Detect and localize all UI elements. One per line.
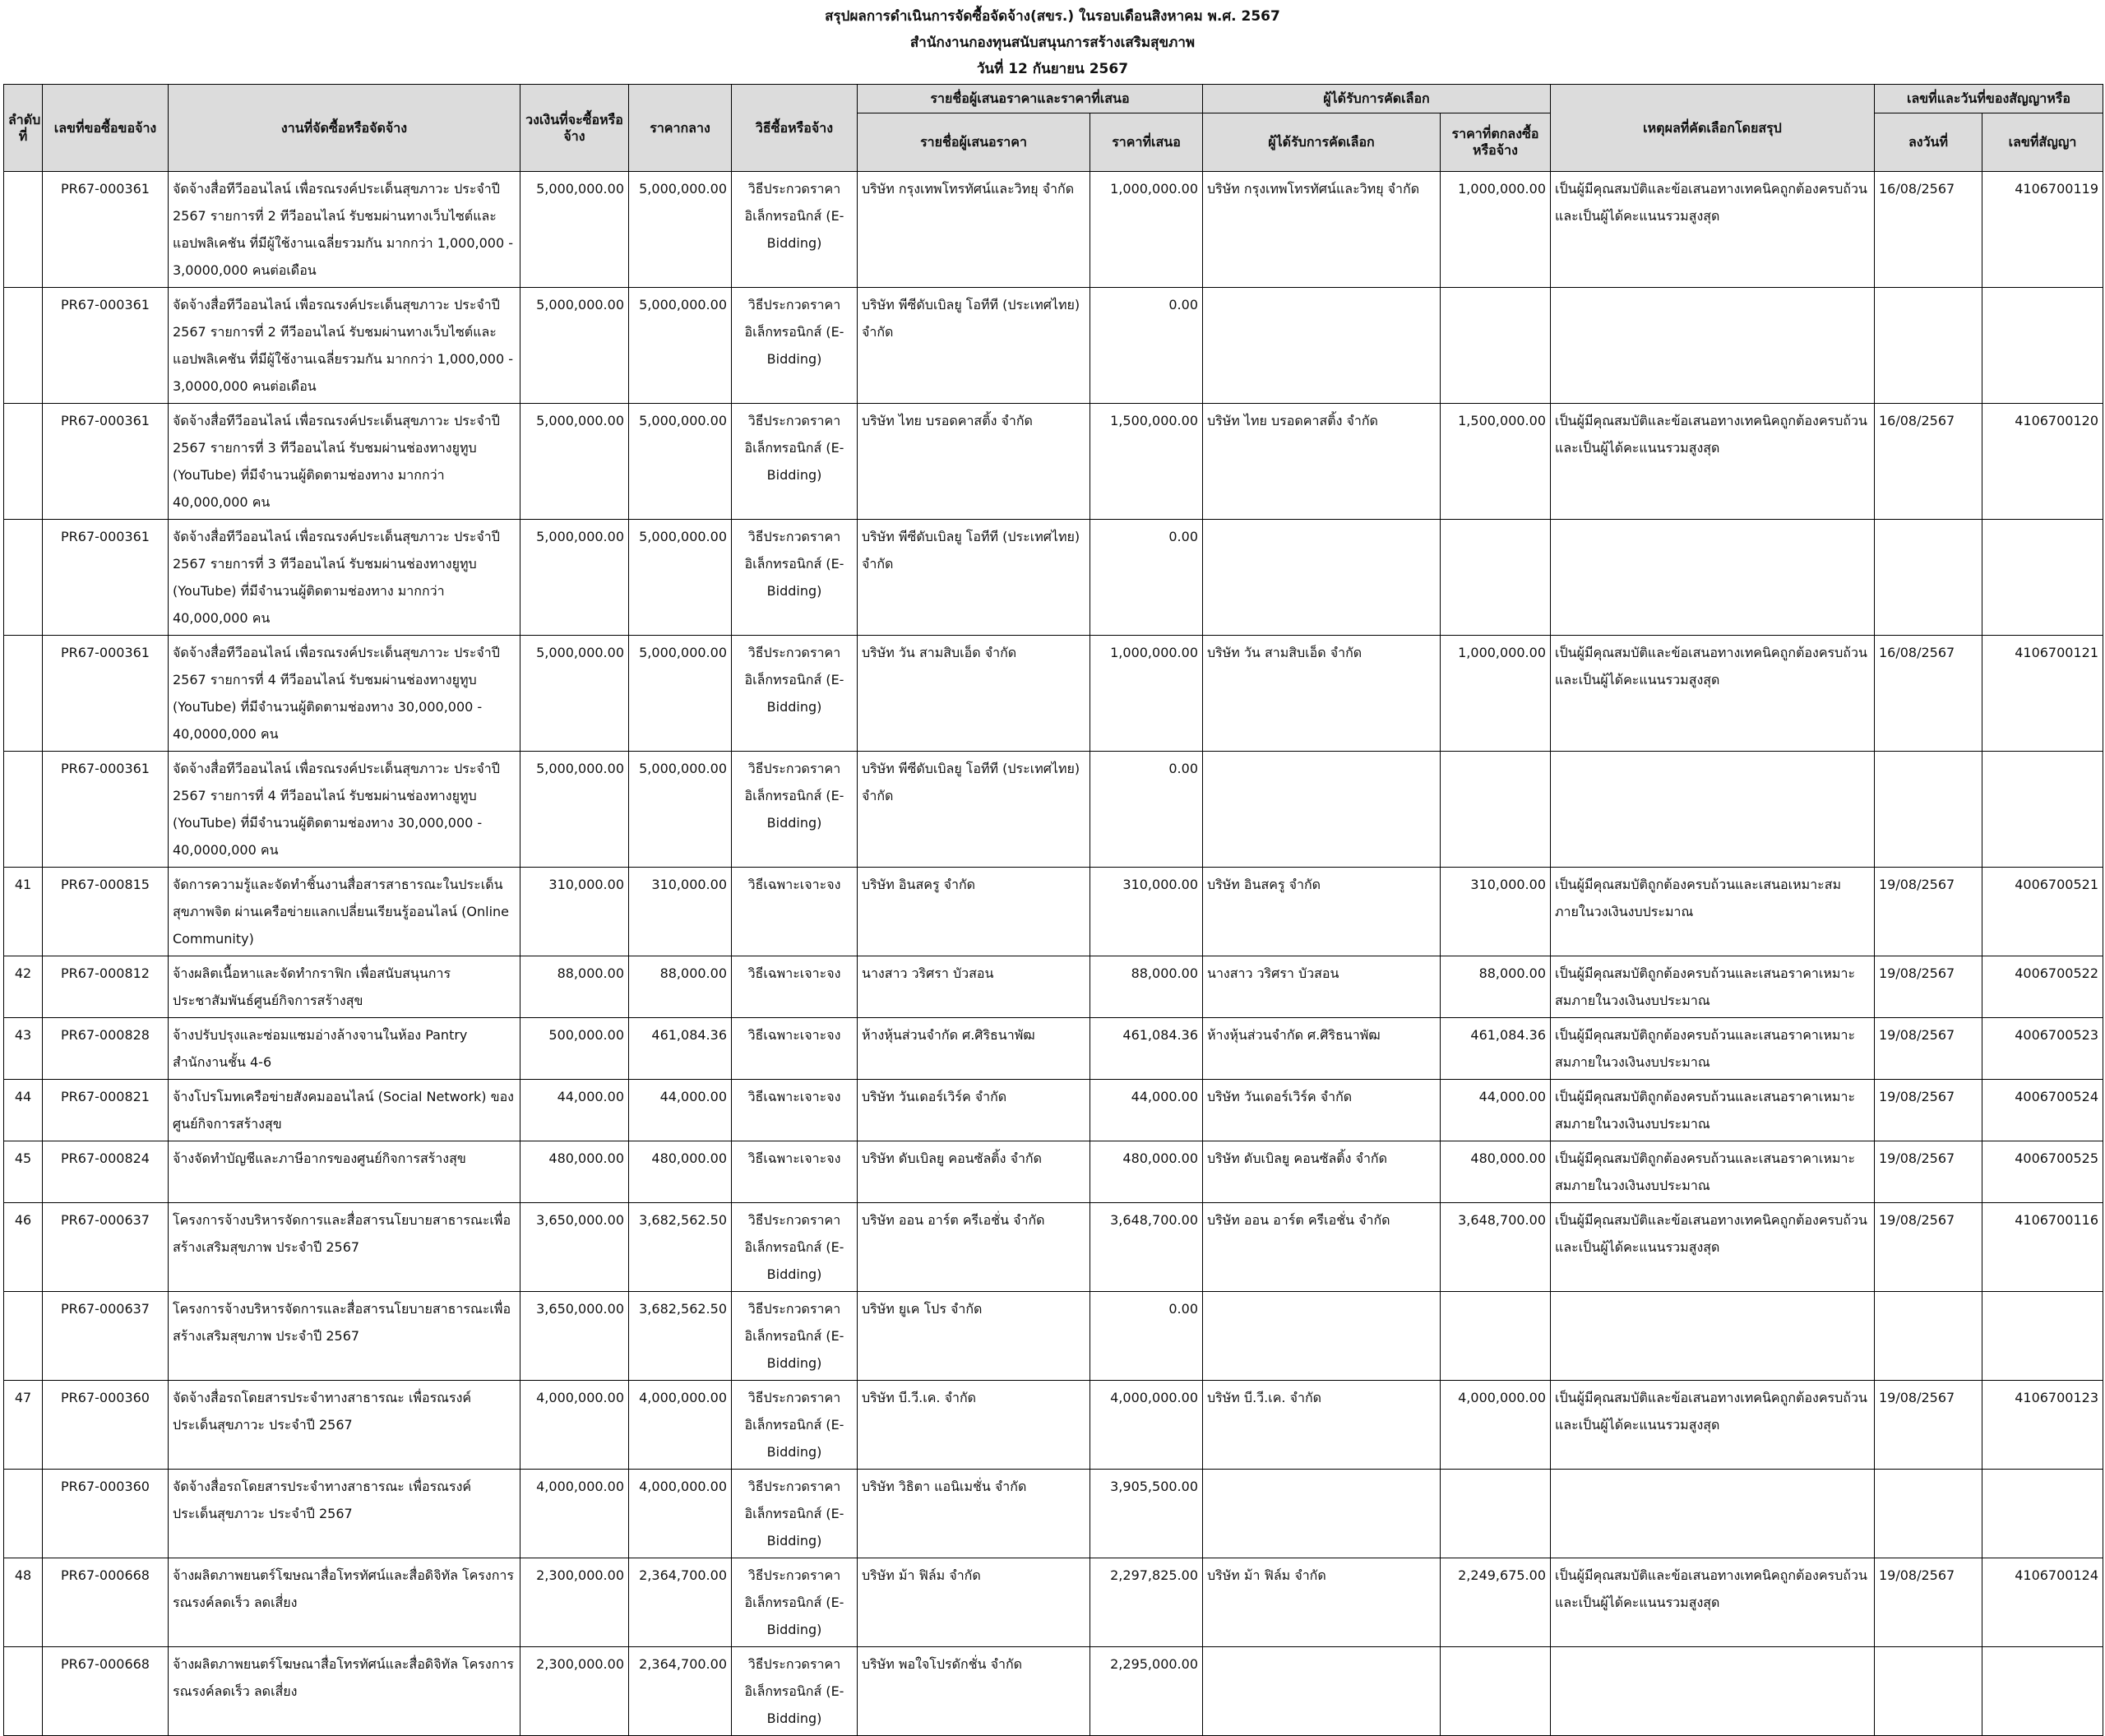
selected-vendor-cell: บริษัท ดับเบิลยู คอนซัลติ้ง จำกัด [1203, 1141, 1441, 1203]
pr-number-cell: PR67-000821 [43, 1080, 169, 1141]
bidder-name-cell: บริษัท วัน สามสิบเอ็ด จำกัด [858, 636, 1090, 752]
procurement-table [3, 84, 2103, 1736]
sign-date-cell [1875, 288, 1982, 404]
col-header-work: งานที่จัดซื้อหรือจัดจ้าง [169, 85, 520, 172]
selected-vendor-cell: ห้างหุ้นส่วนจำกัด ศ.ศิริธนาพัฒ [1203, 1018, 1441, 1080]
pr-number-cell: PR67-000361 [43, 636, 169, 752]
col-header-selected-name: ผู้ได้รับการคัดเลือก [1203, 113, 1441, 172]
row-number-cell [4, 1292, 43, 1381]
bidder-name-cell: บริษัท ม้า ฟิล์ม จำกัด [858, 1558, 1090, 1647]
bid-price-cell: 461,084.36 [1090, 1018, 1203, 1080]
row-number-cell [4, 1470, 43, 1558]
work-description-cell: จ้างผลิตเนื้อหาและจัดทำกราฟิก เพื่อสนับสนุนการประชาสัมพันธ์ศูนย์กิจการสร้างสุข [169, 956, 520, 1018]
contract-number-cell [1982, 288, 2103, 404]
median-price-cell: 3,682,562.50 [629, 1203, 732, 1292]
pr-number-cell: PR67-000361 [43, 172, 169, 288]
work-description-cell: จัดจ้างสื่อทีวีออนไลน์ เพื่อรณรงค์ประเด็นสุขภาวะ ประจำปี 2567 รายการที่ 3 ทีวีออนไลน์ รับชมผ่านช่องทางยูทูบ (YouTube) ที่มีจำนวนผู้ติดตามช่องทาง มากกว่า 40,000,000 คน [169, 520, 520, 636]
selection-reason-cell: เป็นผู้มีคุณสมบัติถูกต้องครบถ้วนและเสนอราคาเหมาะสมภายในวงเงินงบประมาณ [1551, 956, 1875, 1018]
work-description-cell: โครงการจ้างบริหารจัดการและสื่อสารนโยบายสาธารณะเพื่อสร้างเสริมสุขภาพ ประจำปี 2567 [169, 1292, 520, 1381]
work-description-cell: จัดจ้างสื่อทีวีออนไลน์ เพื่อรณรงค์ประเด็นสุขภาวะ ประจำปี 2567 รายการที่ 3 ทีวีออนไลน์ รับชมผ่านช่องทางยูทูบ (YouTube) ที่มีจำนวนผู้ติดตามช่องทาง มากกว่า 40,000,000 คน [169, 404, 520, 520]
bid-price-cell: 0.00 [1090, 752, 1203, 868]
col-group-selected: ผู้ได้รับการคัดเลือก [1203, 85, 1551, 113]
sign-date-cell: 16/08/2567 [1875, 172, 1982, 288]
budget-amount-cell: 4,000,000.00 [520, 1381, 629, 1470]
agreed-price-cell: 1,000,000.00 [1441, 636, 1551, 752]
row-number-cell: 43 [4, 1018, 43, 1080]
bidder-name-cell: บริษัท ออน อาร์ต ครีเอชั่น จำกัด [858, 1203, 1090, 1292]
col-header-method: วิธีซื้อหรือจ้าง [732, 85, 858, 172]
median-price-cell: 5,000,000.00 [629, 520, 732, 636]
contract-number-cell [1982, 1470, 2103, 1558]
contract-number-cell: 4106700123 [1982, 1381, 2103, 1470]
bidder-name-cell: ห้างหุ้นส่วนจำกัด ศ.ศิริธนาพัฒ [858, 1018, 1090, 1080]
bidder-name-cell: บริษัท วันเดอร์เวิร์ค จำกัด [858, 1080, 1090, 1141]
selection-reason-cell [1551, 288, 1875, 404]
median-price-cell: 5,000,000.00 [629, 752, 732, 868]
selected-vendor-cell [1203, 1292, 1441, 1381]
pr-number-cell: PR67-000828 [43, 1018, 169, 1080]
row-number-cell [4, 636, 43, 752]
bidder-name-cell: บริษัท ยูเค โปร จำกัด [858, 1292, 1090, 1381]
median-price-cell: 5,000,000.00 [629, 288, 732, 404]
sign-date-cell [1875, 752, 1982, 868]
agreed-price-cell [1441, 288, 1551, 404]
median-price-cell: 480,000.00 [629, 1141, 732, 1203]
bid-price-cell: 1,000,000.00 [1090, 636, 1203, 752]
bid-price-cell: 3,648,700.00 [1090, 1203, 1203, 1292]
sign-date-cell: 16/08/2567 [1875, 636, 1982, 752]
contract-number-cell: 4006700524 [1982, 1080, 2103, 1141]
row-number-cell: 42 [4, 956, 43, 1018]
work-description-cell: จ้างผลิตภาพยนตร์โฆษณาสื่อโทรทัศน์และสื่อดิจิทัล โครงการรณรงค์ลดเร็ว ลดเสี่ยง [169, 1558, 520, 1647]
median-price-cell: 4,000,000.00 [629, 1381, 732, 1470]
selection-reason-cell [1551, 752, 1875, 868]
contract-number-cell: 4006700525 [1982, 1141, 2103, 1203]
table-row [4, 868, 2103, 956]
sign-date-cell [1875, 1470, 1982, 1558]
agreed-price-cell: 461,084.36 [1441, 1018, 1551, 1080]
bidder-name-cell: บริษัท กรุงเทพโทรทัศน์และวิทยุ จำกัด [858, 172, 1090, 288]
procurement-method-cell: วิธีประกวดราคาอิเล็กทรอนิกส์ (E-Bidding) [732, 1203, 858, 1292]
row-number-cell [4, 172, 43, 288]
row-number-cell: 41 [4, 868, 43, 956]
table-row [4, 1292, 2103, 1381]
procurement-method-cell: วิธีเฉพาะเจาะจง [732, 1018, 858, 1080]
sign-date-cell: 19/08/2567 [1875, 1018, 1982, 1080]
sign-date-cell: 16/08/2567 [1875, 404, 1982, 520]
row-number-cell: 46 [4, 1203, 43, 1292]
pr-number-cell: PR67-000668 [43, 1647, 169, 1736]
budget-amount-cell: 4,000,000.00 [520, 1470, 629, 1558]
work-description-cell: จัดจ้างสื่อทีวีออนไลน์ เพื่อรณรงค์ประเด็นสุขภาวะ ประจำปี 2567 รายการที่ 2 ทีวีออนไลน์ รับชมผ่านทางเว็บไซต์และแอปพลิเคชัน ที่มีผู้ใช้งานเฉลี่ยรวมกัน มากกว่า 1,000,000 - 3,0000,000 คนต่อเดือน [169, 288, 520, 404]
work-description-cell: โครงการจ้างบริหารจัดการและสื่อสารนโยบายสาธารณะเพื่อสร้างเสริมสุขภาพ ประจำปี 2567 [169, 1203, 520, 1292]
procurement-method-cell: วิธีเฉพาะเจาะจง [732, 1141, 858, 1203]
bidder-name-cell: บริษัท อินสครู จำกัด [858, 868, 1090, 956]
median-price-cell: 5,000,000.00 [629, 404, 732, 520]
table-header [4, 85, 2103, 172]
table-row [4, 520, 2103, 636]
row-number-cell [4, 1647, 43, 1736]
contract-number-cell [1982, 1292, 2103, 1381]
selection-reason-cell: เป็นผู้มีคุณสมบัติถูกต้องครบถ้วนและเสนอเหมาะสมภายในวงเงินงบประมาณ [1551, 868, 1875, 956]
agreed-price-cell [1441, 752, 1551, 868]
bid-price-cell: 0.00 [1090, 288, 1203, 404]
col-group-contract: เลขที่และวันที่ของสัญญาหรือ [1875, 85, 2103, 113]
col-header-bid-price: ราคาที่เสนอ [1090, 113, 1203, 172]
bidder-name-cell: บริษัท พอใจโปรดักชั่น จำกัด [858, 1647, 1090, 1736]
budget-amount-cell: 3,650,000.00 [520, 1292, 629, 1381]
table-row [4, 636, 2103, 752]
work-description-cell: จ้างปรับปรุงและซ่อมแซมอ่างล้างจานในห้อง Pantry สำนักงานชั้น 4-6 [169, 1018, 520, 1080]
agreed-price-cell: 1,000,000.00 [1441, 172, 1551, 288]
table-row [4, 1141, 2103, 1203]
selection-reason-cell: เป็นผู้มีคุณสมบัติถูกต้องครบถ้วนและเสนอราคาเหมาะสมภายในวงเงินงบประมาณ [1551, 1080, 1875, 1141]
agreed-price-cell: 88,000.00 [1441, 956, 1551, 1018]
table-row [4, 1203, 2103, 1292]
row-number-cell: 47 [4, 1381, 43, 1470]
pr-number-cell: PR67-000668 [43, 1558, 169, 1647]
contract-number-cell [1982, 520, 2103, 636]
bidder-name-cell: บริษัท วิธิตา แอนิเมชั่น จำกัด [858, 1470, 1090, 1558]
sign-date-cell: 19/08/2567 [1875, 1203, 1982, 1292]
sign-date-cell [1875, 1647, 1982, 1736]
agreed-price-cell [1441, 1470, 1551, 1558]
bid-price-cell: 3,905,500.00 [1090, 1470, 1203, 1558]
report-header [0, 0, 2105, 82]
work-description-cell: จ้างผลิตภาพยนตร์โฆษณาสื่อโทรทัศน์และสื่อดิจิทัล โครงการรณรงค์ลดเร็ว ลดเสี่ยง [169, 1647, 520, 1736]
median-price-cell: 3,682,562.50 [629, 1292, 732, 1381]
pr-number-cell: PR67-000824 [43, 1141, 169, 1203]
procurement-method-cell: วิธีเฉพาะเจาะจง [732, 868, 858, 956]
contract-number-cell: 4006700523 [1982, 1018, 2103, 1080]
budget-amount-cell: 44,000.00 [520, 1080, 629, 1141]
row-number-cell: 44 [4, 1080, 43, 1141]
selection-reason-cell [1551, 1647, 1875, 1736]
median-price-cell: 5,000,000.00 [629, 636, 732, 752]
report-title: สรุปผลการดำเนินการจัดซื้อจัดจ้าง(สขร.) ในรอบเดือนสิงหาคม พ.ศ. 2567 [825, 8, 1280, 25]
procurement-method-cell: วิธีประกวดราคาอิเล็กทรอนิกส์ (E-Bidding) [732, 520, 858, 636]
budget-amount-cell: 5,000,000.00 [520, 288, 629, 404]
col-group-bidders: รายชื่อผู้เสนอราคาและราคาที่เสนอ [858, 85, 1203, 113]
selected-vendor-cell: บริษัท กรุงเทพโทรทัศน์และวิทยุ จำกัด [1203, 172, 1441, 288]
bid-price-cell: 480,000.00 [1090, 1141, 1203, 1203]
procurement-method-cell: วิธีเฉพาะเจาะจง [732, 956, 858, 1018]
pr-number-cell: PR67-000360 [43, 1470, 169, 1558]
col-header-median: ราคากลาง [629, 85, 732, 172]
bidder-name-cell: บริษัท พีซีดับเบิลยู โอทีที (ประเทศไทย) จำกัด [858, 288, 1090, 404]
bid-price-cell: 1,000,000.00 [1090, 172, 1203, 288]
table-row [4, 1647, 2103, 1736]
sign-date-cell: 19/08/2567 [1875, 1080, 1982, 1141]
selected-vendor-cell [1203, 752, 1441, 868]
work-description-cell: จัดจ้างสื่อทีวีออนไลน์ เพื่อรณรงค์ประเด็นสุขภาวะ ประจำปี 2567 รายการที่ 4 ทีวีออนไลน์ รับชมผ่านช่องทางยูทูบ (YouTube) ที่มีจำนวนผู้ติดตามช่องทาง 30,000,000 - 40,0000,000 คน [169, 752, 520, 868]
selected-vendor-cell: บริษัท ม้า ฟิล์ม จำกัด [1203, 1558, 1441, 1647]
budget-amount-cell: 5,000,000.00 [520, 404, 629, 520]
contract-number-cell: 4106700119 [1982, 172, 2103, 288]
selected-vendor-cell: บริษัท ออน อาร์ต ครีเอชั่น จำกัด [1203, 1203, 1441, 1292]
agreed-price-cell: 44,000.00 [1441, 1080, 1551, 1141]
selected-vendor-cell [1203, 1470, 1441, 1558]
agreed-price-cell: 310,000.00 [1441, 868, 1551, 956]
median-price-cell: 88,000.00 [629, 956, 732, 1018]
bid-price-cell: 0.00 [1090, 1292, 1203, 1381]
contract-number-cell [1982, 1647, 2103, 1736]
selection-reason-cell: เป็นผู้มีคุณสมบัติและข้อเสนอทางเทคนิคถูกต้องครบถ้วนและเป็นผู้ได้คะแนนรวมสูงสุด [1551, 1381, 1875, 1470]
median-price-cell: 5,000,000.00 [629, 172, 732, 288]
work-description-cell: จ้างจัดทำบัญชีและภาษีอากรของศูนย์กิจการสร้างสุข [169, 1141, 520, 1203]
selection-reason-cell [1551, 1292, 1875, 1381]
sign-date-cell [1875, 1292, 1982, 1381]
bidder-name-cell: บริษัท ไทย บรอดคาสติ้ง จำกัด [858, 404, 1090, 520]
bid-price-cell: 2,297,825.00 [1090, 1558, 1203, 1647]
agreed-price-cell [1441, 520, 1551, 636]
sign-date-cell [1875, 520, 1982, 636]
col-header-pr: เลขที่ขอซื้อขอจ้าง [43, 85, 169, 172]
table-row [4, 1080, 2103, 1141]
selected-vendor-cell [1203, 1647, 1441, 1736]
sign-date-cell: 19/08/2567 [1875, 1141, 1982, 1203]
bidder-name-cell: บริษัท พีซีดับเบิลยู โอทีที (ประเทศไทย) จำกัด [858, 520, 1090, 636]
pr-number-cell: PR67-000815 [43, 868, 169, 956]
report-subtitle: สำนักงานกองทุนสนับสนุนการสร้างเสริมสุขภาพ [909, 35, 1196, 51]
agreed-price-cell: 2,249,675.00 [1441, 1558, 1551, 1647]
median-price-cell: 4,000,000.00 [629, 1470, 732, 1558]
agreed-price-cell: 480,000.00 [1441, 1141, 1551, 1203]
procurement-method-cell: วิธีประกวดราคาอิเล็กทรอนิกส์ (E-Bidding) [732, 404, 858, 520]
budget-amount-cell: 88,000.00 [520, 956, 629, 1018]
table-row [4, 1558, 2103, 1647]
bid-price-cell: 88,000.00 [1090, 956, 1203, 1018]
bid-price-cell: 2,295,000.00 [1090, 1647, 1203, 1736]
bid-price-cell: 1,500,000.00 [1090, 404, 1203, 520]
table-row [4, 172, 2103, 288]
budget-amount-cell: 5,000,000.00 [520, 636, 629, 752]
budget-amount-cell: 310,000.00 [520, 868, 629, 956]
col-header-reason: เหตุผลที่คัดเลือกโดยสรุป [1551, 85, 1875, 172]
contract-number-cell: 4006700521 [1982, 868, 2103, 956]
budget-amount-cell: 480,000.00 [520, 1141, 629, 1203]
pr-number-cell: PR67-000361 [43, 752, 169, 868]
table-row [4, 956, 2103, 1018]
row-number-cell [4, 752, 43, 868]
col-header-agreed-price: ราคาที่ตกลงซื้อหรือจ้าง [1441, 113, 1551, 172]
procurement-method-cell: วิธีเฉพาะเจาะจง [732, 1080, 858, 1141]
row-number-cell [4, 520, 43, 636]
agreed-price-cell [1441, 1292, 1551, 1381]
contract-number-cell: 4106700116 [1982, 1203, 2103, 1292]
selection-reason-cell: เป็นผู้มีคุณสมบัติถูกต้องครบถ้วนและเสนอราคาเหมาะสมภายในวงเงินงบประมาณ [1551, 1018, 1875, 1080]
selected-vendor-cell [1203, 288, 1441, 404]
median-price-cell: 2,364,700.00 [629, 1647, 732, 1736]
procurement-method-cell: วิธีประกวดราคาอิเล็กทรอนิกส์ (E-Bidding) [732, 636, 858, 752]
bidder-name-cell: นางสาว วริศรา บัวสอน [858, 956, 1090, 1018]
selected-vendor-cell: บริษัท อินสครู จำกัด [1203, 868, 1441, 956]
budget-amount-cell: 5,000,000.00 [520, 172, 629, 288]
work-description-cell: จัดจ้างสื่อทีวีออนไลน์ เพื่อรณรงค์ประเด็นสุขภาวะ ประจำปี 2567 รายการที่ 4 ทีวีออนไลน์ รับชมผ่านช่องทางยูทูบ (YouTube) ที่มีจำนวนผู้ติดตามช่องทาง 30,000,000 - 40,0000,000 คน [169, 636, 520, 752]
median-price-cell: 44,000.00 [629, 1080, 732, 1141]
contract-number-cell: 4106700121 [1982, 636, 2103, 752]
agreed-price-cell: 4,000,000.00 [1441, 1381, 1551, 1470]
selection-reason-cell [1551, 520, 1875, 636]
report-date: วันที่ 12 กันยายน 2567 [976, 61, 1129, 77]
col-header-sign-date: ลงวันที่ [1875, 113, 1982, 172]
pr-number-cell: PR67-000637 [43, 1292, 169, 1381]
pr-number-cell: PR67-000361 [43, 288, 169, 404]
table-body [4, 172, 2103, 1736]
budget-amount-cell: 5,000,000.00 [520, 752, 629, 868]
procurement-method-cell: วิธีประกวดราคาอิเล็กทรอนิกส์ (E-Bidding) [732, 1558, 858, 1647]
procurement-method-cell: วิธีประกวดราคาอิเล็กทรอนิกส์ (E-Bidding) [732, 172, 858, 288]
agreed-price-cell: 1,500,000.00 [1441, 404, 1551, 520]
selected-vendor-cell: บริษัท ไทย บรอดคาสติ้ง จำกัด [1203, 404, 1441, 520]
work-description-cell: จัดจ้างสื่อรถโดยสารประจำทางสาธารณะ เพื่อรณรงค์ประเด็นสุขภาวะ ประจำปี 2567 [169, 1470, 520, 1558]
sign-date-cell: 19/08/2567 [1875, 956, 1982, 1018]
table-row [4, 404, 2103, 520]
budget-amount-cell: 500,000.00 [520, 1018, 629, 1080]
sign-date-cell: 19/08/2567 [1875, 868, 1982, 956]
bidder-name-cell: บริษัท พีซีดับเบิลยู โอทีที (ประเทศไทย) จำกัด [858, 752, 1090, 868]
work-description-cell: จัดจ้างสื่อรถโดยสารประจำทางสาธารณะ เพื่อรณรงค์ประเด็นสุขภาวะ ประจำปี 2567 [169, 1381, 520, 1470]
col-header-bidder-name: รายชื่อผู้เสนอราคา [858, 113, 1090, 172]
table-row [4, 752, 2103, 868]
selection-reason-cell: เป็นผู้มีคุณสมบัติและข้อเสนอทางเทคนิคถูกต้องครบถ้วนและเป็นผู้ได้คะแนนรวมสูงสุด [1551, 172, 1875, 288]
budget-amount-cell: 3,650,000.00 [520, 1203, 629, 1292]
selection-reason-cell: เป็นผู้มีคุณสมบัติและข้อเสนอทางเทคนิคถูกต้องครบถ้วนและเป็นผู้ได้คะแนนรวมสูงสุด [1551, 404, 1875, 520]
procurement-method-cell: วิธีประกวดราคาอิเล็กทรอนิกส์ (E-Bidding) [732, 1292, 858, 1381]
table-row [4, 1470, 2103, 1558]
selection-reason-cell: เป็นผู้มีคุณสมบัติและข้อเสนอทางเทคนิคถูกต้องครบถ้วนและเป็นผู้ได้คะแนนรวมสูงสุด [1551, 1558, 1875, 1647]
col-header-no: ลำดับที่ [4, 85, 43, 172]
contract-number-cell [1982, 752, 2103, 868]
median-price-cell: 461,084.36 [629, 1018, 732, 1080]
pr-number-cell: PR67-000361 [43, 520, 169, 636]
agreed-price-cell: 3,648,700.00 [1441, 1203, 1551, 1292]
contract-number-cell: 4106700120 [1982, 404, 2103, 520]
row-number-cell [4, 404, 43, 520]
procurement-method-cell: วิธีประกวดราคาอิเล็กทรอนิกส์ (E-Bidding) [732, 1647, 858, 1736]
table-row [4, 1018, 2103, 1080]
sign-date-cell: 19/08/2567 [1875, 1381, 1982, 1470]
selected-vendor-cell: บริษัท บี.วี.เค. จำกัด [1203, 1381, 1441, 1470]
procurement-method-cell: วิธีประกวดราคาอิเล็กทรอนิกส์ (E-Bidding) [732, 1470, 858, 1558]
pr-number-cell: PR67-000361 [43, 404, 169, 520]
selected-vendor-cell: บริษัท วันเดอร์เวิร์ค จำกัด [1203, 1080, 1441, 1141]
bidder-name-cell: บริษัท บี.วี.เค. จำกัด [858, 1381, 1090, 1470]
pr-number-cell: PR67-000812 [43, 956, 169, 1018]
bid-price-cell: 0.00 [1090, 520, 1203, 636]
row-number-cell: 45 [4, 1141, 43, 1203]
procurement-method-cell: วิธีประกวดราคาอิเล็กทรอนิกส์ (E-Bidding) [732, 752, 858, 868]
selected-vendor-cell: บริษัท วัน สามสิบเอ็ด จำกัด [1203, 636, 1441, 752]
work-description-cell: จัดการความรู้และจัดทำชิ้นงานสื่อสารสาธารณะในประเด็นสุขภาพจิต ผ่านเครือข่ายแลกเปลี่ยนเรียนรู้ออนไลน์ (Online Community) [169, 868, 520, 956]
row-number-cell: 48 [4, 1558, 43, 1647]
bidder-name-cell: บริษัท ดับเบิลยู คอนซัลติ้ง จำกัด [858, 1141, 1090, 1203]
bid-price-cell: 4,000,000.00 [1090, 1381, 1203, 1470]
row-number-cell [4, 288, 43, 404]
budget-amount-cell: 2,300,000.00 [520, 1647, 629, 1736]
contract-number-cell: 4006700522 [1982, 956, 2103, 1018]
selection-reason-cell [1551, 1470, 1875, 1558]
selection-reason-cell: เป็นผู้มีคุณสมบัติถูกต้องครบถ้วนและเสนอราคาเหมาะสมภายในวงเงินงบประมาณ [1551, 1141, 1875, 1203]
budget-amount-cell: 2,300,000.00 [520, 1558, 629, 1647]
bid-price-cell: 44,000.00 [1090, 1080, 1203, 1141]
table-row [4, 1381, 2103, 1470]
median-price-cell: 310,000.00 [629, 868, 732, 956]
work-description-cell: จัดจ้างสื่อทีวีออนไลน์ เพื่อรณรงค์ประเด็นสุขภาวะ ประจำปี 2567 รายการที่ 2 ทีวีออนไลน์ รับชมผ่านทางเว็บไซต์และแอปพลิเคชัน ที่มีผู้ใช้งานเฉลี่ยรวมกัน มากกว่า 1,000,000 - 3,0000,000 คนต่อเดือน [169, 172, 520, 288]
selection-reason-cell: เป็นผู้มีคุณสมบัติและข้อเสนอทางเทคนิคถูกต้องครบถ้วนและเป็นผู้ได้คะแนนรวมสูงสุด [1551, 1203, 1875, 1292]
selection-reason-cell: เป็นผู้มีคุณสมบัติและข้อเสนอทางเทคนิคถูกต้องครบถ้วนและเป็นผู้ได้คะแนนรวมสูงสุด [1551, 636, 1875, 752]
median-price-cell: 2,364,700.00 [629, 1558, 732, 1647]
work-description-cell: จ้างโปรโมทเครือข่ายสังคมออนไลน์ (Social Network) ของศูนย์กิจการสร้างสุข [169, 1080, 520, 1141]
bid-price-cell: 310,000.00 [1090, 868, 1203, 956]
contract-number-cell: 4106700124 [1982, 1558, 2103, 1647]
procurement-method-cell: วิธีประกวดราคาอิเล็กทรอนิกส์ (E-Bidding) [732, 288, 858, 404]
table-row [4, 288, 2103, 404]
procurement-method-cell: วิธีประกวดราคาอิเล็กทรอนิกส์ (E-Bidding) [732, 1381, 858, 1470]
pr-number-cell: PR67-000637 [43, 1203, 169, 1292]
selected-vendor-cell [1203, 520, 1441, 636]
sign-date-cell: 19/08/2567 [1875, 1558, 1982, 1647]
col-header-contract-no: เลขที่สัญญา [1982, 113, 2103, 172]
budget-amount-cell: 5,000,000.00 [520, 520, 629, 636]
selected-vendor-cell: นางสาว วริศรา บัวสอน [1203, 956, 1441, 1018]
col-header-budget: วงเงินที่จะซื้อหรือจ้าง [520, 85, 629, 172]
agreed-price-cell [1441, 1647, 1551, 1736]
pr-number-cell: PR67-000360 [43, 1381, 169, 1470]
